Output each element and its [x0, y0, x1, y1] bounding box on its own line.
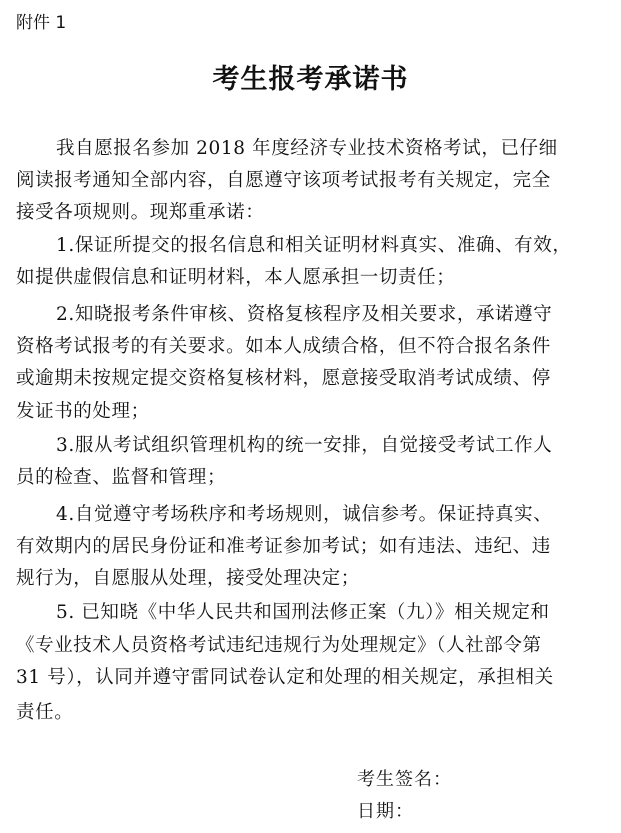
text-line: 有效期内的居民身份证和准考证参加考试；如有违法、违纪、违	[16, 536, 551, 557]
text-line: 3.服从考试组织管理机构的统一安排，自觉接受考试工作人	[56, 435, 553, 456]
text-line: 资格考试报考的有关要求。如本人成绩合格，但不符合报名条件	[16, 336, 551, 357]
text-line: 我自愿报名参加 2018 年度经济专业技术资格考试，已仔细	[56, 138, 558, 159]
text-line: 31 号），认同并遵守雷同试卷认定和处理的相关规定，承担相关	[16, 667, 554, 688]
date-label: 日期：	[357, 801, 414, 822]
text-line: 如提供虚假信息和证明材料，本人愿承担一切责任；	[16, 267, 456, 288]
text-line: 《专业技术人员资格考试违纪违规行为处理规定》（人社部令第	[16, 635, 542, 656]
text-line: 或逾期未按规定提交资格复核材料，愿意接受取消考试成绩、停	[16, 368, 551, 389]
page-title: 考生报考承诺书	[212, 64, 409, 95]
text-line: 4.自觉遵守考场秩序和考场规则，诚信参考。保证持真实、	[56, 504, 553, 525]
candidate-signature-label: 考生签名：	[357, 769, 452, 790]
text-line: 责任。	[16, 702, 74, 723]
attachment-label: 附件 1	[16, 13, 67, 33]
text-line: 2.知晓报考条件审核、资格复核程序及相关要求，承诺遵守	[56, 304, 553, 325]
text-line: 员的检查、监督和管理；	[16, 467, 227, 488]
text-line: 5. 已知晓《中华人民共和国刑法修正案（九）》相关规定和	[56, 602, 550, 623]
text-line: 阅读报考通知全部内容，自愿遵守该项考试报考有关规定，完全	[16, 170, 551, 191]
text-line: 1.保证所提交的报名信息和相关证明材料真实、准确、有效，	[56, 235, 572, 256]
text-line: 接受各项规则。现郑重承诺：	[16, 202, 265, 223]
text-line: 规行为，自愿服从处理，接受处理决定；	[16, 568, 360, 589]
text-line: 发证书的处理；	[16, 401, 150, 422]
